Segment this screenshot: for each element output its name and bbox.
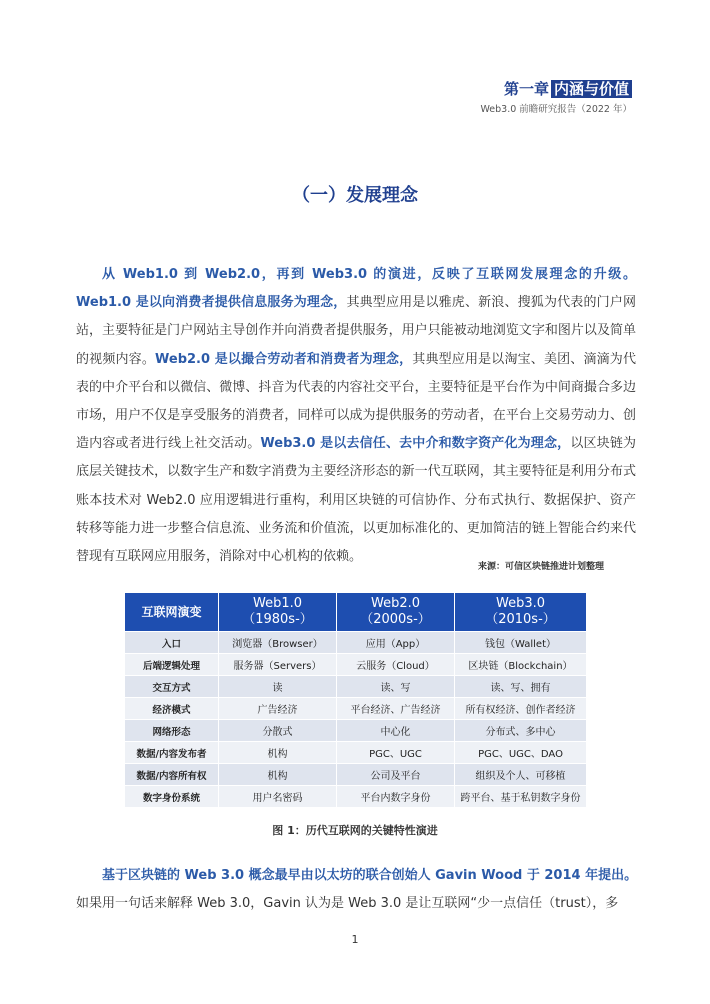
table-cell: PGC、UGC [337,742,455,764]
highlight-sentence: Web3.0 是以去信任、去中介和数字资产化为理念， [260,436,571,452]
era-name: Web2.0 [370,596,421,611]
table-row [125,654,587,676]
row-label: 交互方式 [125,676,219,698]
table-cell: 读、写、拥有 [455,676,587,698]
table-cell: 所有权经济、创作者经济 [455,698,587,720]
table-cell: 分布式、多中心 [455,720,587,742]
body-paragraph-2 [76,862,646,918]
table-row [125,698,587,720]
highlight-sentence: 从 Web1.0 到 Web2.0，再到 Web3.0 的演进，反映了互联网发展理念的升级。 [102,267,636,282]
body-sentence: 如果用一句话来解释 Web 3.0，Gavin 认为是 Web 3.0 是让互联网“少一点信任（trust），多 [76,896,619,911]
era-name: Web3.0 [495,596,546,611]
chapter-number: 第一章 [503,80,549,98]
table-cell: 机构 [219,764,337,786]
table-row [125,720,587,742]
figure-caption: 图 1：历代互联网的关键特性演进 [272,824,438,837]
table-cell: 浏览器（Browser） [219,632,337,654]
table-header-web3 [455,593,587,632]
row-label: 后端逻辑处理 [125,654,219,676]
table-header-web1 [219,593,337,632]
table-header-row [125,593,587,632]
table-cell: 平台经济、广告经济 [337,698,455,720]
figure-source: 来源：可信区块链推进计划整理 [477,562,604,572]
section-title: （一）发展理念 [292,185,418,206]
row-label: 数据/内容所有权 [125,764,219,786]
table-cell: 机构 [219,742,337,764]
table-cell: 钱包（Wallet） [455,632,587,654]
table-header-web2 [337,593,455,632]
table-cell: 读 [219,676,337,698]
table-cell: 服务器（Servers） [219,654,337,676]
table-cell: 中心化 [337,720,455,742]
table-header-first: 互联网演变 [125,593,219,632]
table-row [125,764,587,786]
era-period: （2010s-） [485,612,556,627]
table-cell: 区块链（Blockchain） [455,654,587,676]
body-sentence: 其典型应用是以淘宝、美团、滴滴为代表的中介平台和以微信、微博、抖音为代表的内容社交平台，主要特征是平台作为中间商撮合多边市场，用户不仅是享受服务的消费者，同样可以成为提供服务的劳动者，在平台上交易劳动力、创造内容或者进行线上社交活动。 [76,351,636,452]
page-number: 1 [351,933,359,946]
table-cell: 平台内数字身份 [337,786,455,808]
row-label: 数字身份系统 [125,786,219,808]
table-cell: 跨平台、基于私钥数字身份 [455,786,587,808]
era-name: Web1.0 [252,596,303,611]
table-cell: 用户名密码 [219,786,337,808]
row-label: 入口 [125,632,219,654]
body-paragraph [76,261,636,571]
chapter-heading [480,80,632,98]
era-period: （1980s-） [242,612,313,627]
table-row [125,676,587,698]
table-row [125,786,587,808]
table-cell: PGC、UGC、DAO [455,742,587,764]
table-cell: 组织及个人、可移植 [455,764,587,786]
evolution-table [124,592,587,808]
table-cell: 分散式 [219,720,337,742]
table-cell: 读、写 [337,676,455,698]
page-header [480,80,632,115]
body-sentence: 其典型应用是以雅虎、新浪、搜狐为代表的门户网站，主要特征是门户网站主导创作并向消费者提供服务，用户只能被动地浏览文字和图片以及简单的视频内容。 [76,295,636,367]
highlight-sentence: Web2.0 是以撮合劳动者和消费者为理念， [155,351,413,367]
row-label: 经济模式 [125,698,219,720]
table-row [125,742,587,764]
highlight-sentence: 基于区块链的 Web 3.0 概念最早由以太坊的联合创始人 Gavin Wood 于 2014 年提出。 [102,868,638,883]
body-sentence: 以区块链为底层关键技术，以数字生产和数字消费为主要经济形态的新一代互联网，其主要特征是利用分布式账本技术对 Web2.0 应用逻辑进行重构，利用区块链的可信协作、分布式执行、数据保护、资产转移等能力进一步整合信息流、业务流和价值流，以更加标准化的、更加简洁的链上智能合约来代替现有互联网应用服务，消除对中心机构的依赖。 [76,436,636,565]
table-cell: 应用（App） [337,632,455,654]
report-title: Web3.0 前瞻研究报告（2022 年） [480,104,632,115]
table-cell: 公司及平台 [337,764,455,786]
era-period: （2000s-） [360,612,431,627]
table-cell: 云服务（Cloud） [337,654,455,676]
chapter-title: 内涵与价值 [551,80,632,98]
row-label: 网络形态 [125,720,219,742]
table-row [125,632,587,654]
table-cell: 广告经济 [219,698,337,720]
row-label: 数据/内容发布者 [125,742,219,764]
highlight-sentence: Web1.0 是以向消费者提供信息服务为理念， [76,295,347,311]
